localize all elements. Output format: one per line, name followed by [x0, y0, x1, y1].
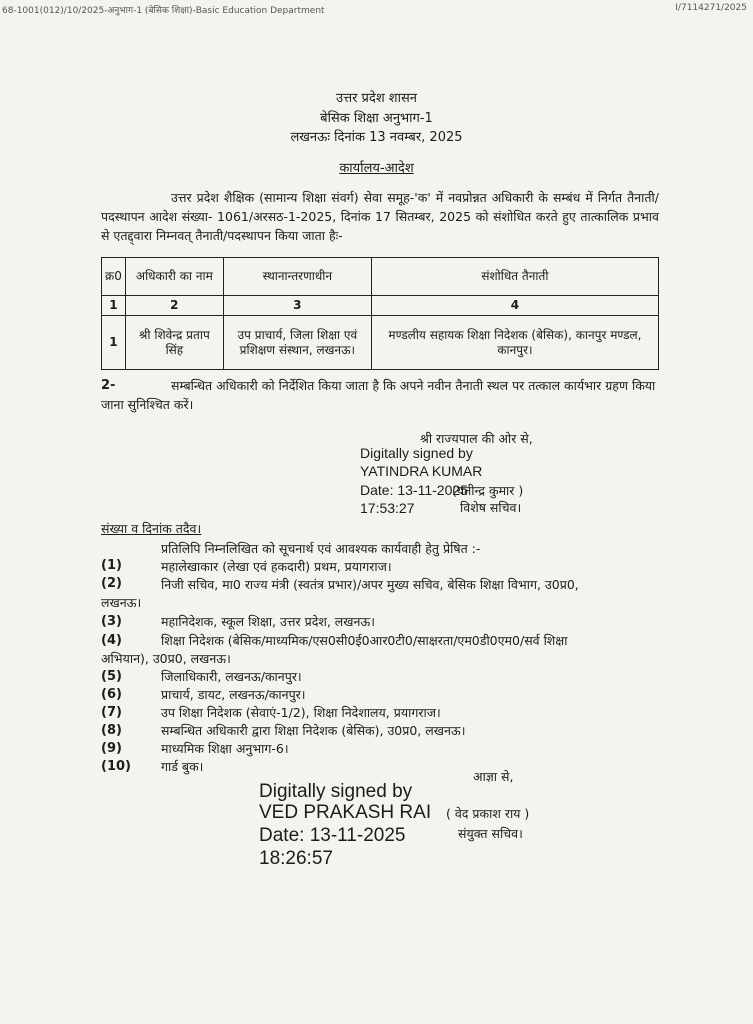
table-header: संशोधित तैनाती — [371, 258, 658, 296]
list-item-number: (6) — [101, 687, 122, 702]
list-item-number: (8) — [101, 723, 122, 738]
signature-date: Date: 13-11-2025 — [259, 825, 406, 846]
signature-date: Date: 13-11-2025 — [360, 482, 468, 498]
copy-intro: प्रतिलिपि निम्नलिखित को सूचनार्थ एवं आवश्यक कार्यवाही हेतु प्रेषित :- — [161, 541, 481, 556]
list-item-number: (2) — [101, 576, 122, 591]
list-item-number: (9) — [101, 741, 122, 756]
list-item: उप शिक्षा निदेशक (सेवाएं-1/2), शिक्षा निदेशालय, प्रयागराज। — [161, 705, 441, 720]
intro-paragraph: उत्तर प्रदेश शैक्षिक (सामान्य शिक्षा संवर्ग) सेवा समूह-'क' में नवप्रोन्नत अधिकारी के सम्बंध में निर्गत तैनाती/ पदस्थापन आदेश संख्या- 1061/अरसठ-1-2025, दिनांक 17 सितम्बर, 2025 को संशोधित करते हुए तात्कालिक प्रभाव से एतद्द्वारा निम्नवत् तैनाती/पदस्थापन किया जाता हैः- — [101, 190, 659, 243]
signer-name: YATINDRA KUMAR — [360, 463, 483, 479]
header-reference: 68-1001(012)/10/2025-अनुभाग-1 (बेसिक शिक्षा)-Basic Education Department — [2, 6, 325, 16]
signer-designation: संयुक्त सचिव। — [458, 826, 523, 841]
table-cell: 3 — [223, 296, 371, 316]
list-item: गार्ड बुक। — [161, 759, 204, 774]
list-item-continuation: लखनऊ। — [101, 595, 142, 610]
instruction-paragraph: सम्बन्धित अधिकारी को निर्देशित किया जाता है कि अपने नवीन तैनाती स्थल पर तत्काल कार्यभार ग्रहण किया जाना सुनिश्चित करें। — [101, 378, 656, 412]
table-header: अधिकारी का नाम — [125, 258, 223, 296]
signer-name-hindi: (यतीन्द्र कुमार ) — [452, 483, 524, 498]
list-item-number: (4) — [101, 633, 122, 648]
list-item-number: (7) — [101, 705, 122, 720]
list-item: महानिदेशक, स्कूल शिक्षा, उत्तर प्रदेश, लखनऊ। — [161, 614, 375, 629]
list-item: निजी सचिव, मा0 राज्य मंत्री (स्वतंत्र प्रभार)/अपर मुख्य सचिव, बेसिक शिक्षा विभाग, उ0प्र0, — [161, 577, 579, 592]
list-item-continuation: अभियान), उ0प्र0, लखनऊ। — [101, 651, 231, 666]
signer-designation: विशेष सचिव। — [460, 500, 522, 515]
digital-signature-label: Digitally signed by — [360, 445, 473, 461]
table-cell: 1 — [102, 296, 126, 316]
header-document-id: I/7114271/2025 — [675, 3, 747, 13]
list-item-number: (5) — [101, 669, 122, 684]
order-authority: आज्ञा से, — [473, 769, 514, 784]
table-cell: 4 — [371, 296, 658, 316]
governor-authority: श्री राज्यपाल की ओर से, — [420, 431, 533, 446]
paragraph-number: 2- — [101, 378, 116, 393]
place-date: लखनऊः दिनांक 13 नवम्बर, 2025 — [290, 130, 463, 145]
signer-name-hindi: ( वेद प्रकाश राय ) — [446, 806, 530, 821]
list-item-number: (10) — [101, 759, 131, 774]
signature-time: 17:53:27 — [360, 500, 415, 516]
table-cell: उप प्राचार्य, जिला शिक्षा एवं प्रशिक्षण संस्थान, लखनऊ। — [223, 316, 371, 370]
list-item: शिक्षा निदेशक (बेसिक/माध्यमिक/एस0सी0ई0आर0टी0/साक्षरता/एम0डी0एम0/सर्व शिक्षा — [161, 633, 568, 648]
government-heading: उत्तर प्रदेश शासन — [335, 91, 418, 106]
table-index-row — [102, 296, 659, 316]
list-item: प्राचार्य, डायट, लखनऊ/कानपुर। — [161, 687, 306, 702]
list-item-number: (3) — [101, 614, 122, 629]
table-row — [102, 316, 659, 370]
table-cell: 2 — [125, 296, 223, 316]
table-header: स्थानान्तरणाधीन — [223, 258, 371, 296]
order-title: कार्यालय-आदेश — [339, 161, 414, 176]
table-cell: 1 — [102, 316, 126, 370]
reference-number: संख्या व दिनांक तदैव। — [101, 521, 202, 536]
section-heading: बेसिक शिक्षा अनुभाग-1 — [320, 111, 433, 126]
list-item: जिलाधिकारी, लखनऊ/कानपुर। — [161, 669, 302, 684]
table-cell: श्री शिवेन्द्र प्रताप सिंह — [125, 316, 223, 370]
table-cell: मण्डलीय सहायक शिक्षा निदेशक (बेसिक), कानपुर मण्डल, कानपुर। — [371, 316, 658, 370]
digital-signature-label: Digitally signed by — [259, 781, 413, 802]
list-item: सम्बन्धित अधिकारी द्वारा शिक्षा निदेशक (बेसिक), उ0प्र0, लखनऊ। — [161, 723, 466, 738]
signer-name: VED PRAKASH RAI — [259, 802, 432, 823]
posting-table — [101, 257, 659, 370]
list-item: महालेखाकार (लेखा एवं हकदारी) प्रथम, प्रयागराज। — [161, 559, 392, 574]
table-header: क्र0 — [102, 258, 126, 296]
list-item-number: (1) — [101, 558, 122, 573]
signature-time: 18:26:57 — [259, 848, 333, 869]
list-item: माध्यमिक शिक्षा अनुभाग-6। — [161, 741, 289, 756]
table-header-row — [102, 258, 659, 296]
